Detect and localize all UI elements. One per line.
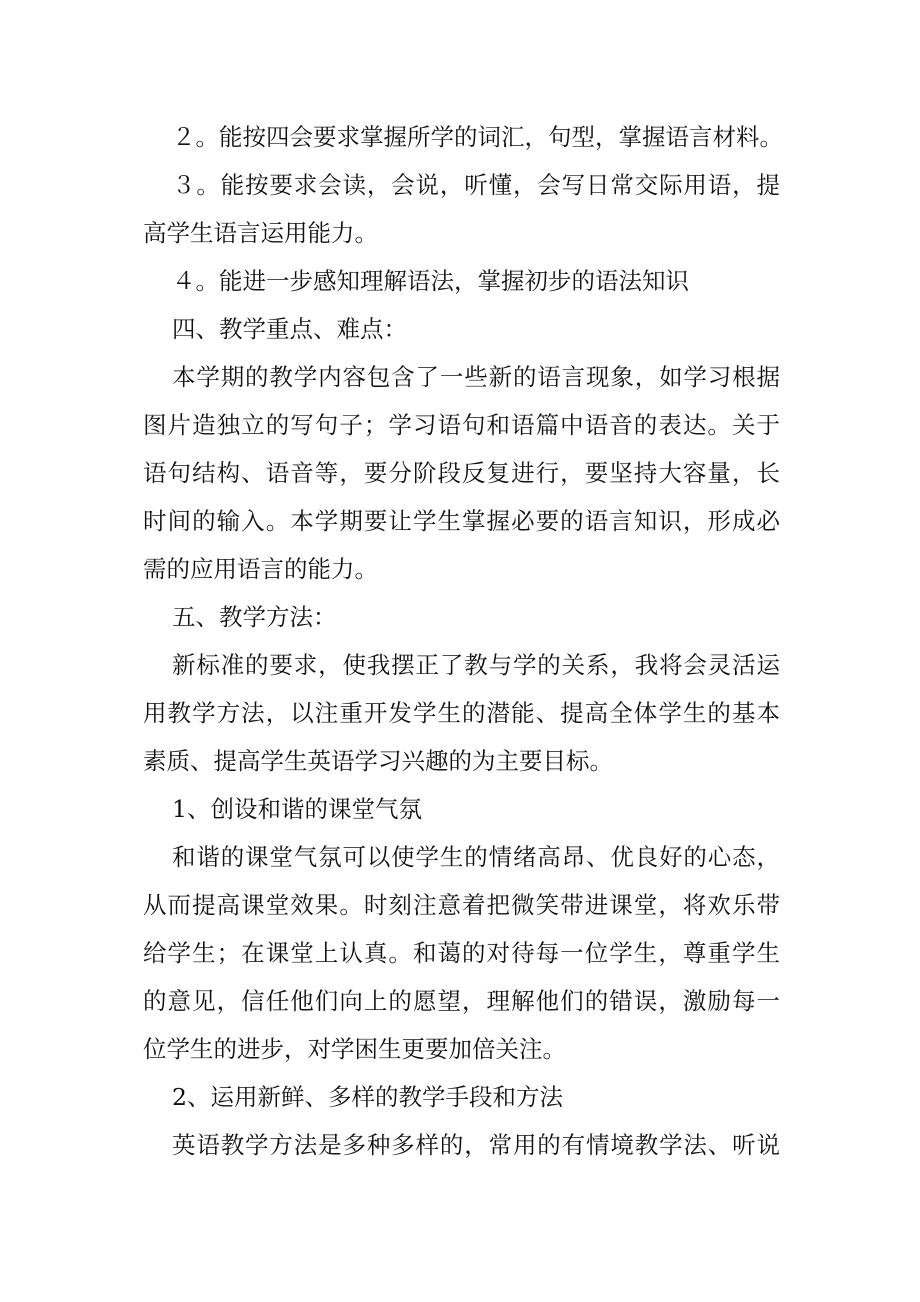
subsection-heading: 1、创设和谐的课堂气氛	[172, 795, 422, 823]
paragraph-line: 的意见，信任他们向上的愿望，理解他们的错误，激励每一	[143, 987, 780, 1015]
section-heading: 四、教学重点、难点：	[172, 315, 407, 343]
paragraph-line: 素质、提高学生英语学习兴趣的为主要目标。	[143, 747, 613, 775]
paragraph-line: 图片造独立的写句子；学习语句和语篇中语音的表达。关于	[143, 411, 780, 439]
paragraph-line: 新标准的要求，使我摆正了教与学的关系，我将会灵活运	[172, 651, 780, 679]
paragraph-line: ３。能按要求会读，会说，听懂，会写日常交际用语，提	[172, 171, 780, 199]
paragraph-line: 从而提高课堂效果。时刻注意着把微笑带进课堂，将欢乐带	[143, 891, 780, 919]
paragraph-line: 和谐的课堂气氛可以使学生的情绪高昂、优良好的心态，	[172, 843, 780, 871]
paragraph-line: 高学生语言运用能力。	[143, 219, 378, 247]
paragraph-line: 给学生；在课堂上认真。和蔼的对待每一位学生，尊重学生	[143, 939, 780, 967]
subsection-heading: 2、运用新鲜、多样的教学手段和方法	[172, 1083, 563, 1111]
paragraph-line: 本学期的教学内容包含了一些新的语言现象，如学习根据	[172, 363, 780, 391]
paragraph-line: 英语教学方法是多种多样的，常用的有情境教学法、听说	[172, 1131, 780, 1159]
paragraph-line: ４。能进一步感知理解语法，掌握初步的语法知识	[172, 267, 689, 295]
paragraph-line: 用教学方法，以注重开发学生的潜能、提高全体学生的基本	[143, 699, 780, 727]
paragraph-line: 需的应用语言的能力。	[143, 555, 378, 583]
paragraph-line: 时间的输入。本学期要让学生掌握必要的语言知识，形成必	[143, 507, 780, 535]
paragraph-line: 语句结构、语音等，要分阶段反复进行，要坚持大容量，长	[143, 459, 780, 487]
paragraph-line: ２。能按四会要求掌握所学的词汇，句型，掌握语言材料。	[172, 123, 783, 151]
paragraph-line: 位学生的进步，对学困生更要加倍关注。	[143, 1035, 566, 1063]
section-heading: 五、教学方法：	[172, 603, 337, 631]
